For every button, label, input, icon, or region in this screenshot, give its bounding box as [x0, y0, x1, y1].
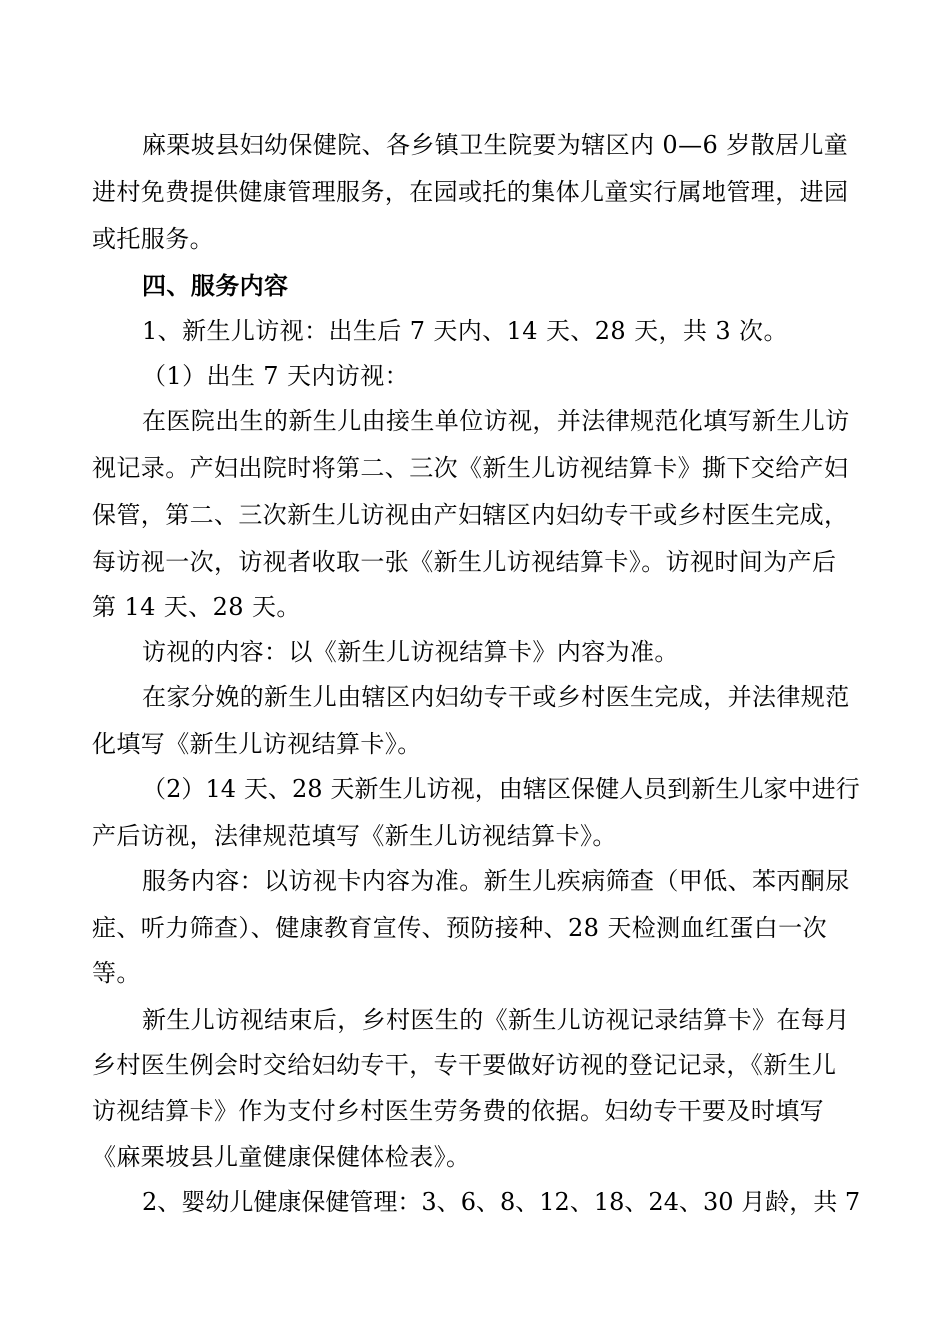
body-line: 2、婴幼儿健康保健管理：3、6、8、12、18、24、30 月龄，共 7 — [142, 1188, 861, 1216]
body-line: 访视的内容：以《新生儿访视结算卡》内容为准。 — [142, 638, 679, 666]
body-line: 新生儿访视结束后，乡村医生的《新生儿访视记录结算卡》在每月 — [142, 1006, 850, 1034]
body-line: 每访视一次，访视者收取一张《新生儿访视结算卡》。访视时间为产后 — [92, 548, 837, 576]
body-line: 等。 — [92, 959, 141, 987]
section-heading: 四、服务内容 — [142, 271, 289, 300]
body-line: 《麻栗坡县儿童健康保健体检表》。 — [92, 1143, 471, 1171]
body-line: 1、新生儿访视：出生后 7 天内、14 天、28 天，共 3 次。 — [142, 317, 788, 345]
body-line: 产后访视，法律规范填写《新生儿访视结算卡》。 — [92, 822, 617, 850]
body-line: （2）14 天、28 天新生儿访视，由辖区保健人员到新生儿家中进行 — [142, 775, 860, 803]
body-line: 保管，第二、三次新生儿访视由产妇辖区内妇幼专干或乡村医生完成， — [92, 501, 849, 529]
body-line: 服务内容：以访视卡内容为准。新生儿疾病筛查（甲低、苯丙酮尿 — [142, 867, 850, 895]
body-line: 在医院出生的新生儿由接生单位访视，并法律规范化填写新生儿访 — [142, 407, 850, 435]
body-line: 第 14 天、28 天。 — [92, 593, 301, 621]
body-line: 或托服务。 — [92, 225, 214, 253]
body-line: 化填写《新生儿访视结算卡》。 — [92, 730, 422, 758]
body-line: 进村免费提供健康管理服务，在园或托的集体儿童实行属地管理，进园 — [92, 178, 849, 206]
body-line: 症、听力筛查）、健康教育宣传、预防接种、28 天检测血红蛋白一次 — [92, 914, 827, 942]
body-line: 访视结算卡》作为支付乡村医生劳务费的依据。妇幼专干要及时填写 — [92, 1097, 824, 1125]
body-line: 视记录。产妇出院时将第二、三次《新生儿访视结算卡》撕下交给产妇 — [92, 454, 849, 482]
body-line: 在家分娩的新生儿由辖区内妇幼专干或乡村医生完成，并法律规范 — [142, 683, 850, 711]
body-line: （1）出生 7 天内访视： — [142, 362, 409, 390]
body-line: 麻栗坡县妇幼保健院、各乡镇卫生院要为辖区内 0—6 岁散居儿童 — [142, 131, 849, 159]
body-line: 乡村医生例会时交给妇幼专干，专干要做好访视的登记记录，《新生儿 — [92, 1051, 837, 1079]
